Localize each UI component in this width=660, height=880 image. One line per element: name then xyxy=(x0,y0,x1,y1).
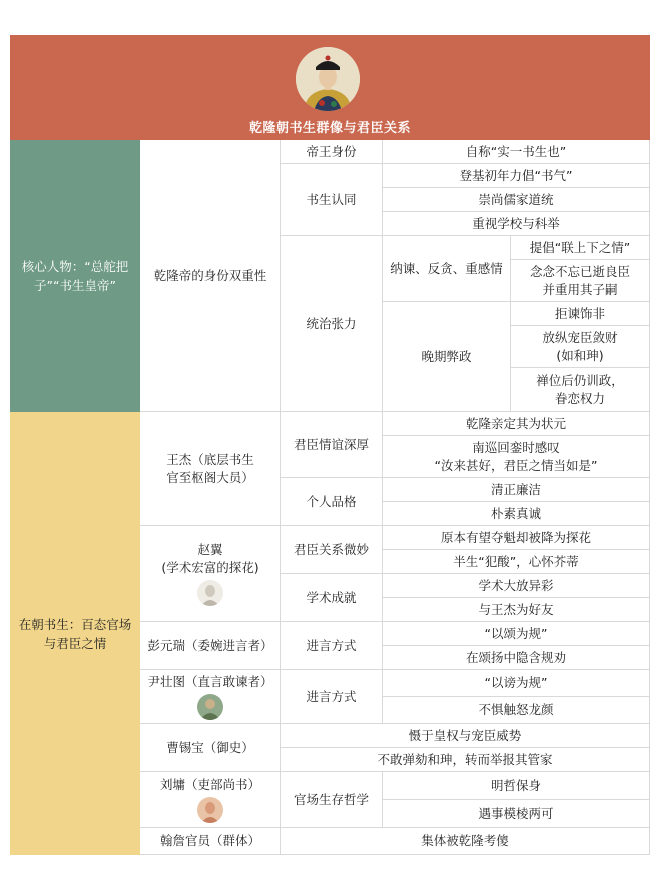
node-liuyong xyxy=(140,772,281,828)
node-pengyuanrui: 彭元瑞（委婉进言者） xyxy=(140,622,281,670)
node-survival: 官场生存哲学 xyxy=(281,772,383,828)
leaf: 重视学校与科举 xyxy=(383,212,650,236)
node-qianlong: 乾隆帝的身份双重性 xyxy=(140,140,281,412)
leaf: “以谤为规” xyxy=(383,670,650,697)
node-hanzhan: 翰詹官员（群体） xyxy=(140,828,281,855)
leaf: 念念不忘已逝良臣 并重用其子嗣 xyxy=(511,260,650,302)
node-accept-advice: 纳谏、反贪、重感情 xyxy=(383,236,511,302)
leaf: 与王杰为好友 xyxy=(383,598,650,622)
leaf: 在颂扬中隐含规劝 xyxy=(383,646,650,670)
leaf: 拒谏饰非 xyxy=(511,302,650,326)
node-late-abuses: 晚期弊政 xyxy=(383,302,511,412)
node-advice-way-1: 进言方式 xyxy=(281,622,383,670)
node-academic: 学术成就 xyxy=(281,574,383,622)
node-subtle-relation: 君臣关系微妙 xyxy=(281,526,383,574)
node-yinzhuangtu xyxy=(140,670,281,724)
section-court-scholars: 在朝书生：百态官场与君臣之情 xyxy=(10,412,140,855)
leaf: 南巡回銮时感叹 “汝来甚好，君臣之情当如是” xyxy=(383,436,650,478)
leaf: 明哲保身 xyxy=(383,772,650,800)
yinzhuangtu-portrait-icon xyxy=(197,694,223,720)
node-deep-bond: 君臣情谊深厚 xyxy=(281,412,383,478)
node-scholar-identity: 书生认同 xyxy=(281,164,383,236)
page-title: 乾隆朝书生群像与君臣关系 xyxy=(248,121,411,136)
leaf: 不敢弹劾和珅，转而举报其管家 xyxy=(281,748,650,772)
zhaoyi-portrait-icon xyxy=(197,580,223,606)
node-emperor-identity: 帝王身份 xyxy=(281,140,383,164)
leaf: “以颂为规” xyxy=(383,622,650,646)
leaf: 登基初年力倡“书气” xyxy=(383,164,650,188)
leaf: 清正廉洁 xyxy=(383,478,650,502)
leaf: 半生“犯酸”，心怀芥蒂 xyxy=(383,550,650,574)
leaf: 自称“实一书生也” xyxy=(383,140,650,164)
leaf: 放纵宠臣敛财 (如和珅) xyxy=(511,326,650,368)
leaf: 提倡“联上下之情” xyxy=(511,236,650,260)
leaf: 禅位后仍训政， 眷恋权力 xyxy=(511,368,650,412)
node-rule-tension: 统治张力 xyxy=(281,236,383,412)
leaf: 朴素真诚 xyxy=(383,502,650,526)
leaf: 乾隆亲定其为状元 xyxy=(383,412,650,436)
liuyong-portrait-icon xyxy=(197,797,223,823)
header xyxy=(10,35,650,140)
leaf: 遇事模棱两可 xyxy=(383,800,650,828)
mind-map-table xyxy=(10,35,650,855)
node-zhaoyi xyxy=(140,526,281,622)
leaf: 原本有望夺魁却被降为探花 xyxy=(383,526,650,550)
liuyong-label: 刘墉（吏部尚书） xyxy=(159,777,260,792)
node-wangjie: 王杰（底层书生 官至枢阁大员） xyxy=(140,412,281,526)
node-character: 个人品格 xyxy=(281,478,383,526)
leaf: 不惧触怒龙颜 xyxy=(383,697,650,724)
leaf: 崇尚儒家道统 xyxy=(383,188,650,212)
leaf: 慑于皇权与宠臣威势 xyxy=(281,724,650,748)
zhaoyi-label: 赵翼 (学术宏富的探花) xyxy=(161,542,259,575)
leaf: 学术大放异彩 xyxy=(383,574,650,598)
node-advice-way-2: 进言方式 xyxy=(281,670,383,724)
node-caoxibao: 曹锡宝（御史） xyxy=(140,724,281,772)
section-core-figure: 核心人物：“总舵把子”“书生皇帝” xyxy=(10,140,140,412)
yinzhuangtu-label: 尹壮图（直言敢谏者） xyxy=(147,674,273,689)
leaf: 集体被乾隆考傻 xyxy=(281,828,650,855)
qianlong-portrait-icon xyxy=(296,47,360,111)
